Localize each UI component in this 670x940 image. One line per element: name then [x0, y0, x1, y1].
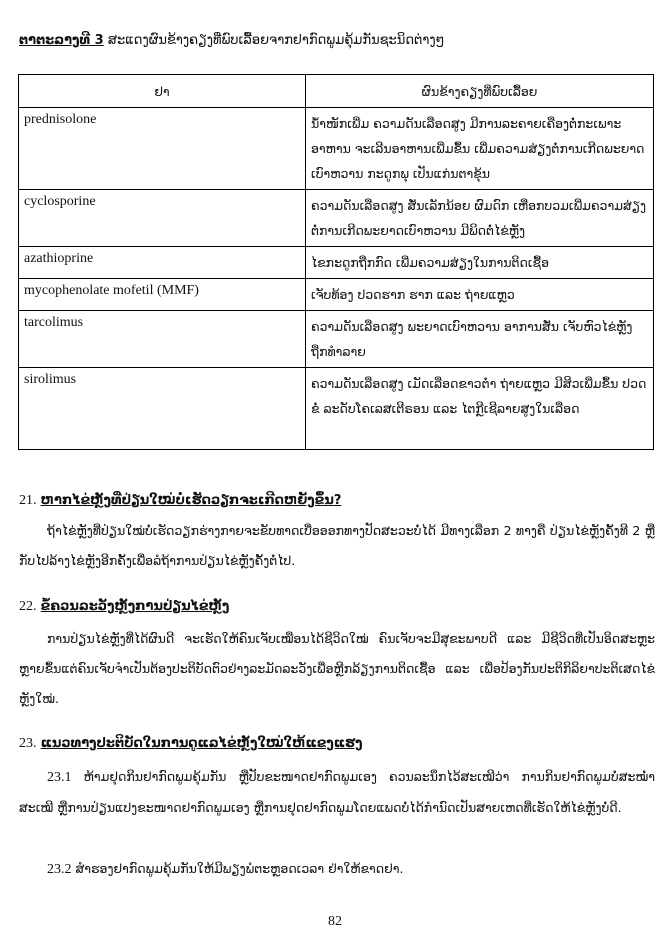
paragraph-number: 23.1	[47, 770, 72, 785]
paragraph-number: 23.2	[47, 862, 72, 877]
table-row	[19, 190, 654, 247]
paragraph-21	[19, 516, 655, 576]
table-caption-label: ຕາຕະລາງທີ 3	[19, 33, 104, 48]
drug-name: sirolimus	[19, 368, 306, 450]
drug-effects: ນ້ຳໜັກເພີ່ມ ຄວາມດັນເລືອດສູງ ມີການລະຄາຍເຄືອງຕໍ່ກະເພາະອາຫານ ຈະເລີນອາຫານເພີ່ມຂຶ້ນ ເພີ່ມຄວາມສ່ຽງຕໍ່ການເກີດພະຍາດເບົາຫວານ ກະດູກພຸ ເປັນແກ່ນຕາຂຸ້ນ	[306, 108, 654, 190]
header-effects: ຜົນຂ້າງຄຽງທີ່ພົບເລື້ອຍ	[306, 75, 654, 108]
drug-name: tarcolimus	[19, 311, 306, 368]
drug-effects: ຄວາມດັນເລືອດສູງ ສັ່ນເລັກນ້ອຍ ຜົມດົກ ເຫືອກບວມເພີ່ມຄວາມສ່ຽງຕໍ່ການເກີດພະຍາດເບົາຫວານ ມີພິດຕໍ່ໄຂ່ຫຼັງ	[306, 190, 654, 247]
section-number: 21.	[19, 493, 37, 508]
drug-effects: ເຈັບທ້ອງ ປວດຮາກ ຮາກ ແລະ ຖ່າຍແຫຼວ	[306, 279, 654, 311]
header-drug: ຢາ	[19, 75, 306, 108]
paragraph-23-1	[19, 762, 655, 823]
drug-effects: ຄວາມດັນເລືອດສູງ ເມັດເລືອດຂາວຕ່ຳ ຖ່າຍແຫຼວ ມີສິວເພີ່ມຂຶ້ນ ປວດຂໍ່ ລະດັບໂຄເລສເຕີຣອນ ແລະ ໄຕກຼີເຊີລາຍສູງໃນເລືອດ	[306, 368, 654, 450]
drug-name: mycophenolate mofetil (MMF)	[19, 279, 306, 311]
paragraph-text: ສຳຮອງຢາກົດພູມຄຸ້ມກັນໃຫ້ມີພຽງພໍຕະຫຼອດເວລາ ຢ່າໃຫ້ຂາດຢາ.	[75, 861, 404, 876]
drug-name: prednisolone	[19, 108, 306, 190]
table-caption	[19, 31, 659, 51]
drug-name: azathioprine	[19, 247, 306, 279]
section-21-heading	[19, 491, 659, 511]
table-row	[19, 368, 654, 450]
section-number: 23.	[19, 736, 37, 751]
paragraph-text: ຫ້າມຢຸດກິນຢາກົດພູມຄຸ້ມກັນ ຫຼືປັບຂະໜາດຢາກົດພູມເອງ ຄວນລະນຶກໄວ້ສະເໝີວ່າ ການກິນຢາກົດພູມບໍ່ສະໝ່ຳສະເໝີ ຫຼືການປ່ຽນແປງຂະໜາດຢາກົດພູມເອງ ຫຼືການຢຸດຢາກົດພູມໂດຍແພດບໍ່ໄດ້ກຳນົດເປັນສາຍເຫດທີ່ເຮັດໃຫ້ໄຂ່ຫຼັງບໍ່ດີ.	[19, 769, 655, 815]
drug-effects: ໄຂກະດູກຖືກກົດ ເພີ່ມຄວາມສ່ຽງໃນການຕິດເຊື້ອ	[306, 247, 654, 279]
section-22-heading	[19, 597, 659, 617]
paragraph-text: ການປ່ຽນໄຂ່ຫຼັງທີ່ໄດ້ຜົນດີ ຈະເຮັດໃຫ້ຄົນເຈັບເໝືອນໄດ້ຊີວິດໃໝ່ ຄົນເຈັບຈະມີສຸຂະພາບດີ ແລະ ມີຊີວິດທີ່ເປັນອິດສະຫຼະຫຼາຍຂຶ້ນແຕ່ຄົນເຈັບຈຳເປັນຕ້ອງປະຕິບັດຕົວຢ່າງລະມັດລະວັງເພື່ອຫຼີກລ້ຽງການຕິດເຊື້ອ ແລະ ເພື່ອປ້ອງກັນປະຕິກິລິຍາປະຕິເສດໄຂ່ຫຼັງໃໝ່.	[19, 631, 655, 706]
paragraph-23-2	[19, 854, 655, 885]
section-title: ແນວທາງປະຕິບັດໃນການດູແລໄຂ່ຫຼັງໃໝ່ໃຫ້ແຂງແຮງ	[40, 736, 363, 751]
side-effects-table	[18, 74, 654, 450]
table-row	[19, 279, 654, 311]
paragraph-22	[19, 624, 655, 714]
table-row	[19, 108, 654, 190]
section-number: 22.	[19, 599, 37, 614]
drug-effects: ຄວາມດັນເລືອດສູງ ພະຍາດເບົາຫວານ ອາການສັ່ນ ເຈັບຫົວໄຂ່ຫຼັງຖືກທຳລາຍ	[306, 311, 654, 368]
table-row	[19, 247, 654, 279]
page-number: 82	[328, 914, 342, 929]
section-title: ຂໍ້ຄວນລະວັງຫຼັງການປ່ຽນໄຂ່ຫຼັງ	[40, 599, 230, 614]
table-caption-text: ສະແດງຜົນຂ້າງຄຽງທີ່ພົບເລື້ອຍຈາກຢາກົດພູມຄຸ້ມກັນຊະນິດຕ່າງໆ	[103, 33, 445, 48]
section-23-heading	[19, 734, 659, 754]
drug-name: cyclosporine	[19, 190, 306, 247]
paragraph-text: ຖ້າໄຂ່ຫຼັງທີ່ປ່ຽນໃໝ່ບໍ່ເຮັດວຽກຮ່າງກາຍຈະຂັບທາດເບື່ອອອກທາງປັດສະວະບໍ່ໄດ້ ມີທາງເລືອກ 2 ທາງຄື ປ່ຽນໄຂ່ຫຼັງຄັ້ງທີ 2 ຫຼືກັບໄປລ້າງໄຂ່ຫຼັງອີກຄັ້ງເພື່ອລໍຖ້າການປ່ຽນໄຂ່ຫຼັງຄັ້ງຕໍ່ໄປ.	[19, 523, 655, 568]
table-row	[19, 311, 654, 368]
table-header-row	[19, 75, 654, 108]
section-title: ຫາກໄຂ່ຫຼັງທີ່ປ່ຽນໃໝ່ບໍ່ເຮັດວຽກຈະເກີດຫຍັງຂຶ້ນ?	[40, 493, 342, 508]
